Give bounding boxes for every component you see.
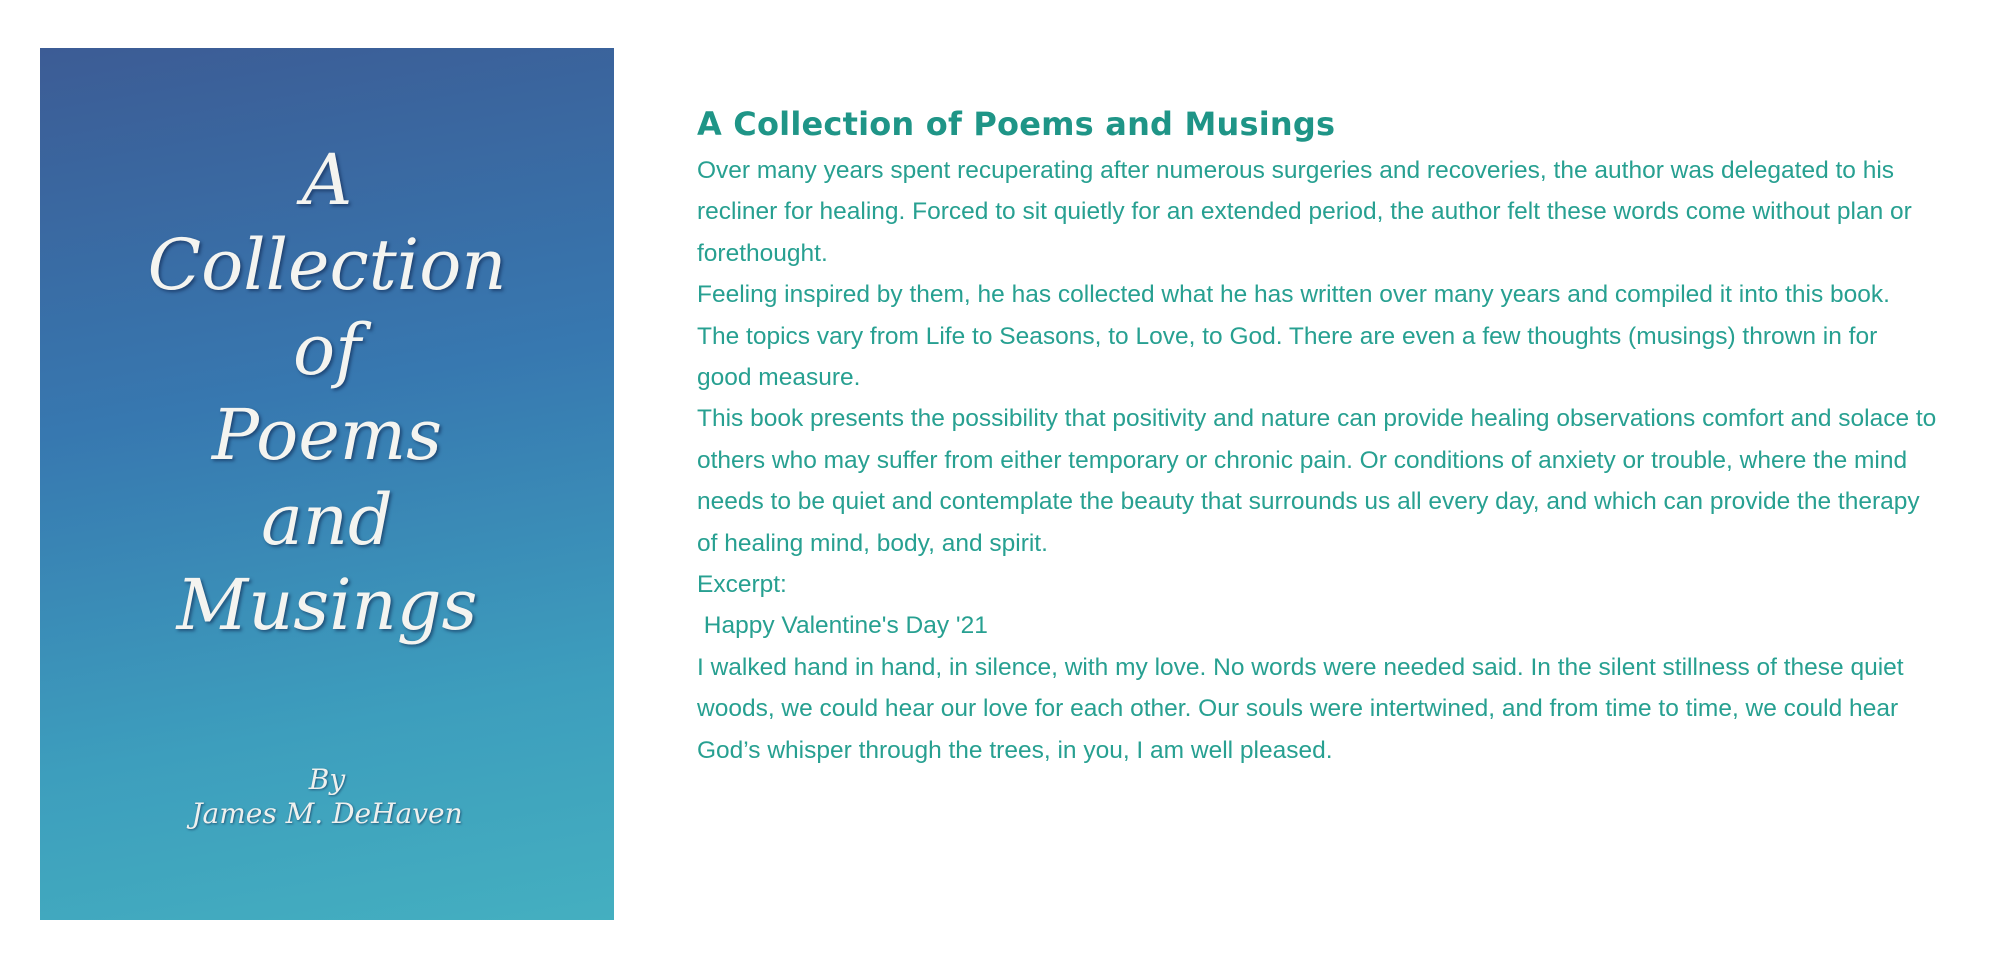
description-paragraph: recliner for healing. Forced to sit quietly for an extended period, the author felt these words come without plan or forethought.: [697, 198, 1912, 267]
description-paragraph: Feeling inspired by them, he has collected what he has written over many years and compiled it into this book.: [697, 281, 1890, 309]
cover-title: [40, 138, 614, 648]
book-description: [697, 102, 1937, 771]
excerpt-label: Excerpt:: [697, 571, 787, 599]
cover-byline-line: By: [308, 763, 346, 796]
cover-title-line: Collection: [147, 224, 507, 306]
cover-title-line: of: [292, 309, 362, 391]
description-paragraph: This book presents the possibility that positivity and nature can provide healing observations comfort and solace to others who may suffer from either temporary or chronic pain. Or conditions of anxiety or trouble, where the mind needs to be quiet and contemplate the beauty that surrounds us all every day, and which can provide the therapy of healing mind, body, and spirit.: [697, 405, 1937, 557]
book-cover-image: [40, 48, 614, 920]
excerpt-title: Happy Valentine's Day '21: [697, 612, 988, 640]
cover-author-name: James M. DeHaven: [191, 797, 463, 830]
cover-byline: [40, 763, 614, 831]
description-paragraph: The topics vary from Life to Seasons, to Love, to God. There are even a few thoughts (musings) thrown in for good measure.: [697, 322, 1878, 392]
cover-title-line: Poems: [211, 394, 443, 476]
cover-title-line: and: [261, 479, 393, 561]
cover-title-line: Musings: [176, 564, 478, 646]
description-paragraph: Over many years spent recuperating after numerous surgeries and recoveries, the author was delegated to his: [697, 157, 1895, 184]
excerpt-text: I walked hand in hand, in silence, with my love. No words were needed said. In the silent stillness of these quiet woods, we could hear our love for each other. Our souls were intertwined, and from time to time, we could hear God’s whisper through the trees, in you, I am well pleased.: [697, 653, 1904, 764]
book-title-heading: A Collection of Poems and Musings: [697, 105, 1336, 143]
cover-title-line: A: [301, 139, 353, 221]
